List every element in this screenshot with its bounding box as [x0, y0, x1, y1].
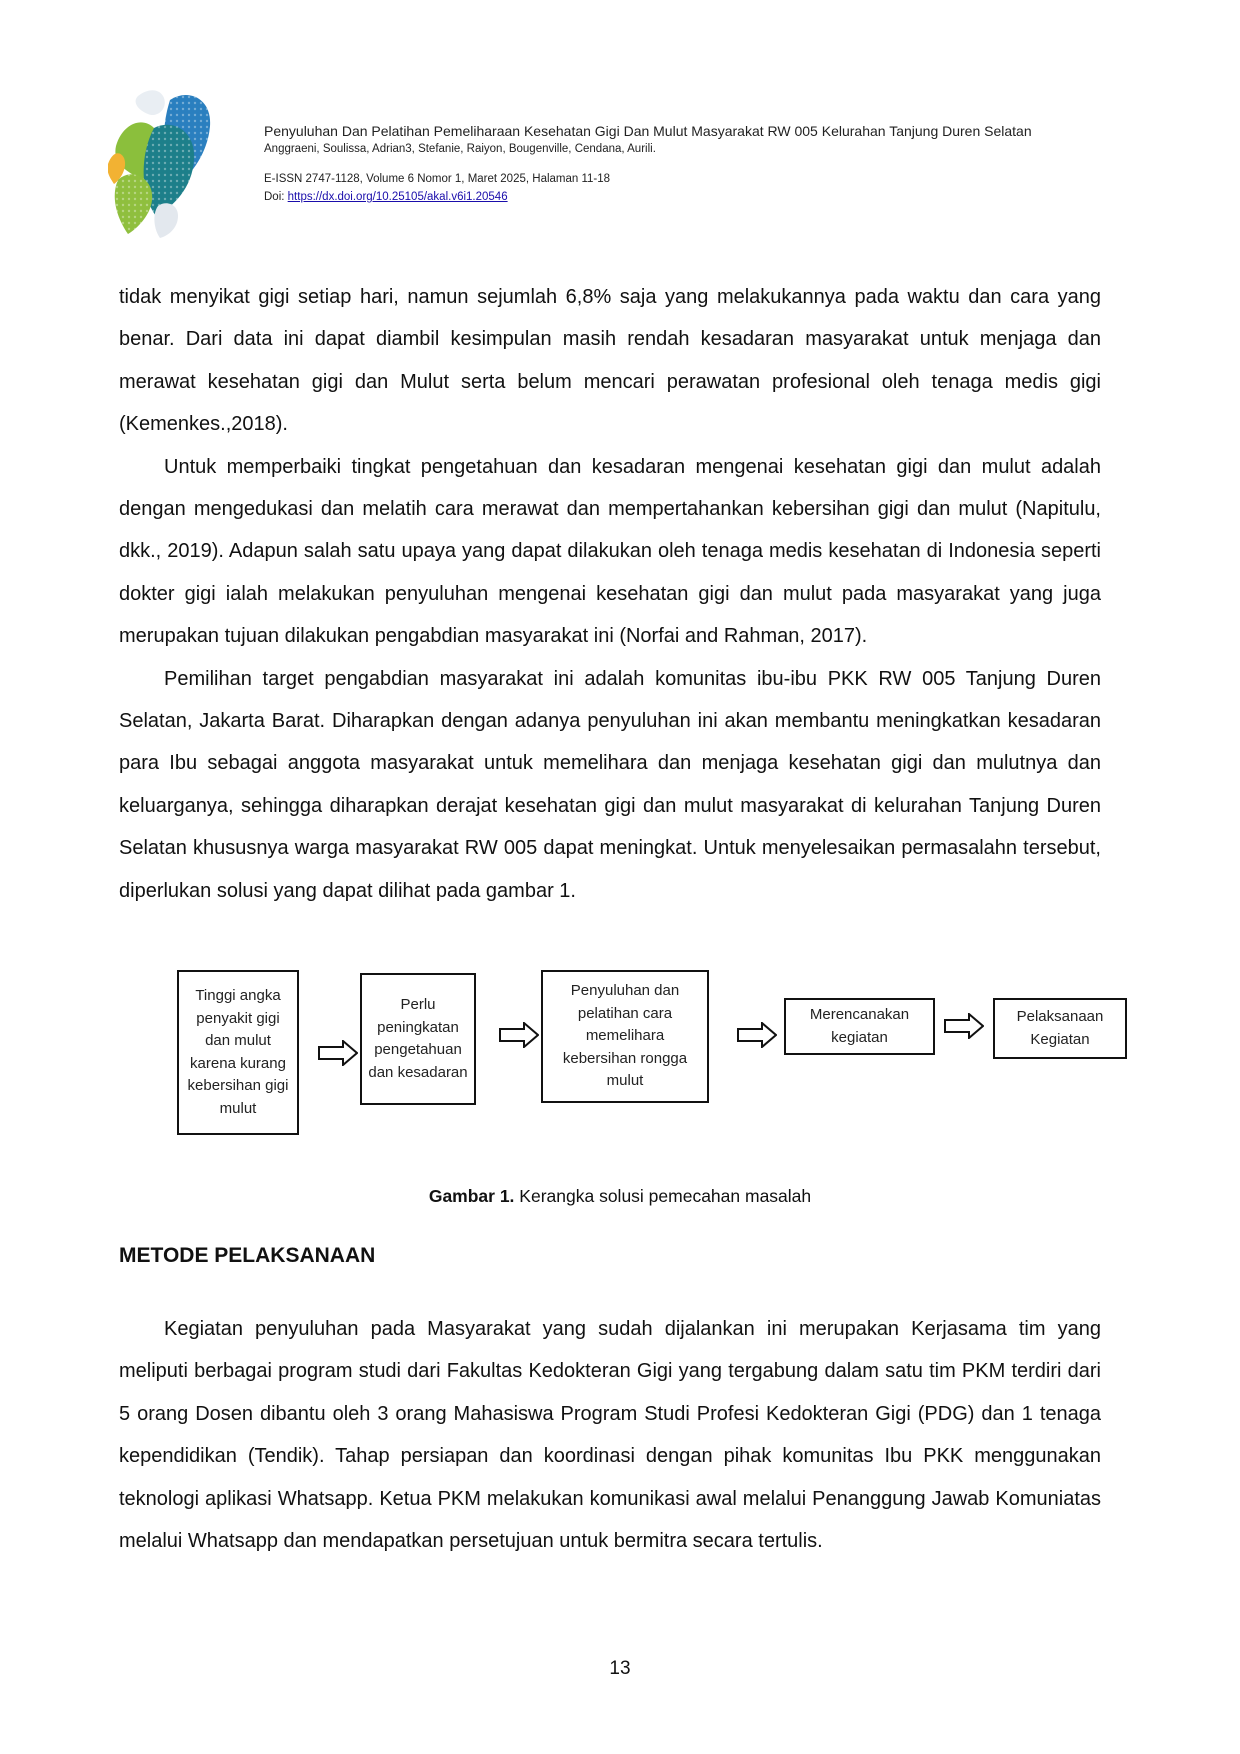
journal-logo: [108, 88, 218, 238]
diagram-box-plan: Merencanakan kegiatan: [784, 998, 935, 1055]
header-text: [264, 122, 1144, 205]
paragraph-2: Untuk memperbaiki tingkat pengetahuan dan kesadaran mengenai kesehatan gigi dan mulut adalah dengan mengedukasi dan melatih cara merawat dan mempertahankan kebersihan gigi dan mulut (Napitulu, dkk., 2019). Adapun salah satu upaya yang dapat dilakukan oleh tenaga medis kesehatan di Indonesia seperti dokter gigi ialah melakukan penyuluhan mengenai kesehatan gigi dan mulut pada masyarakat yang juga merupakan tujuan dilakukan pengabdian masyarakat ini (Norfai and Rahman, 2017).: [119, 455, 1101, 648]
diagram-box-education: Penyuluhan dan pelatihan cara memelihara kebersihan rongga mulut: [541, 970, 709, 1103]
section-heading: METODE PELAKSANAAN: [119, 1244, 376, 1267]
doi-label: Doi:: [264, 191, 288, 203]
page-number: 13: [609, 1658, 631, 1679]
diagram-box-problem: Tinggi angka penyakit gigi dan mulut karena kurang kebersihan gigi mulut: [177, 970, 299, 1135]
paragraph-3: Pemilihan target pengabdian masyarakat ini adalah komunitas ibu-ibu PKK RW 005 Tanjung Duren Selatan, Jakarta Barat. Diharapkan dengan adanya penyuluhan ini akan membantu meningkatkan kesadaran para Ibu sebagai anggota masyarakat untuk memelihara dan menjaga kesehatan gigi dan mulutnya dan keluarganya, sehingga diharapkan derajat kesehatan gigi dan mulut masyarakat di kelurahan Tanjung Duren Selatan khususnya warga masyarakat RW 005 dapat meningkat. Untuk menyelesaikan permasalahn tersebut, diperlukan solusi yang dapat dilihat pada gambar 1.: [119, 667, 1101, 902]
journal-issn: E-ISSN 2747-1128, Volume 6 Nomor 1, Maret 2025, Halaman 11-18: [264, 173, 611, 185]
section-body: [119, 1308, 1101, 1562]
doi-line: [264, 189, 1144, 205]
body-text: [119, 276, 1101, 912]
section-paragraph-1: Kegiatan penyuluhan pada Masyarakat yang sudah dijalankan ini merupakan Kerjasama tim yang meliputi berbagai program studi dari Fakultas Kedokteran Gigi yang tergabung dalam satu tim PKM terdiri dari 5 orang Dosen dibantu oleh 3 orang Mahasiswa Program Studi Profesi Kedokteran Gigi (PDG) dan 1 tenaga kependidikan (Tendik). Tahap persiapan dan koordinasi dengan pihak komunitas Ibu PKK menggunakan teknologi aplikasi Whatsapp. Ketua PKM melakukan komunikasi awal melalui Penanggung Jawab Komuniatas melalui Whatsapp dan mendapatkan persetujuan untuk bermitra secara tertulis.: [119, 1318, 1101, 1553]
doi-link[interactable]: https://dx.doi.org/10.25105/akal.v6i1.20546: [287, 191, 508, 203]
article-authors: Anggraeni, Soulissa, Adrian3, Stefanie, Raiyon, Bougenville, Cendana, Aurili.: [264, 143, 656, 155]
caption-label: Gambar 1.: [428, 1186, 515, 1206]
paragraph-1: tidak menyikat gigi setiap hari, namun sejumlah 6,8% saja yang melakukannya pada waktu dan cara yang benar. Dari data ini dapat diambil kesimpulan masih rendah kesadaran masyarakat untuk menjaga dan merawat kesehatan gigi dan Mulut serta belum mencari perawatan profesional oleh tenaga medis gigi (Kemenkes.,2018).: [119, 286, 1101, 436]
caption-text: Kerangka solusi pemecahan masalah: [514, 1186, 812, 1206]
arrow-right-icon: [318, 1040, 358, 1066]
solution-framework-diagram: [170, 970, 1130, 1170]
figure-caption: [0, 1186, 1240, 1207]
arrow-right-icon: [499, 1022, 539, 1048]
arrow-right-icon: [737, 1022, 777, 1048]
journal-header: [108, 88, 1138, 238]
diagram-box-need: Perlu peningkatan pengetahuan dan kesadaran: [360, 973, 476, 1105]
diagram-box-execute: Pelaksanaan Kegiatan: [993, 998, 1127, 1059]
arrow-right-icon: [944, 1013, 984, 1039]
article-title: Penyuluhan Dan Pelatihan Pemeliharaan Kesehatan Gigi Dan Mulut Masyarakat RW 005 Kelurahan Tanjung Duren Selatan: [264, 123, 1032, 139]
